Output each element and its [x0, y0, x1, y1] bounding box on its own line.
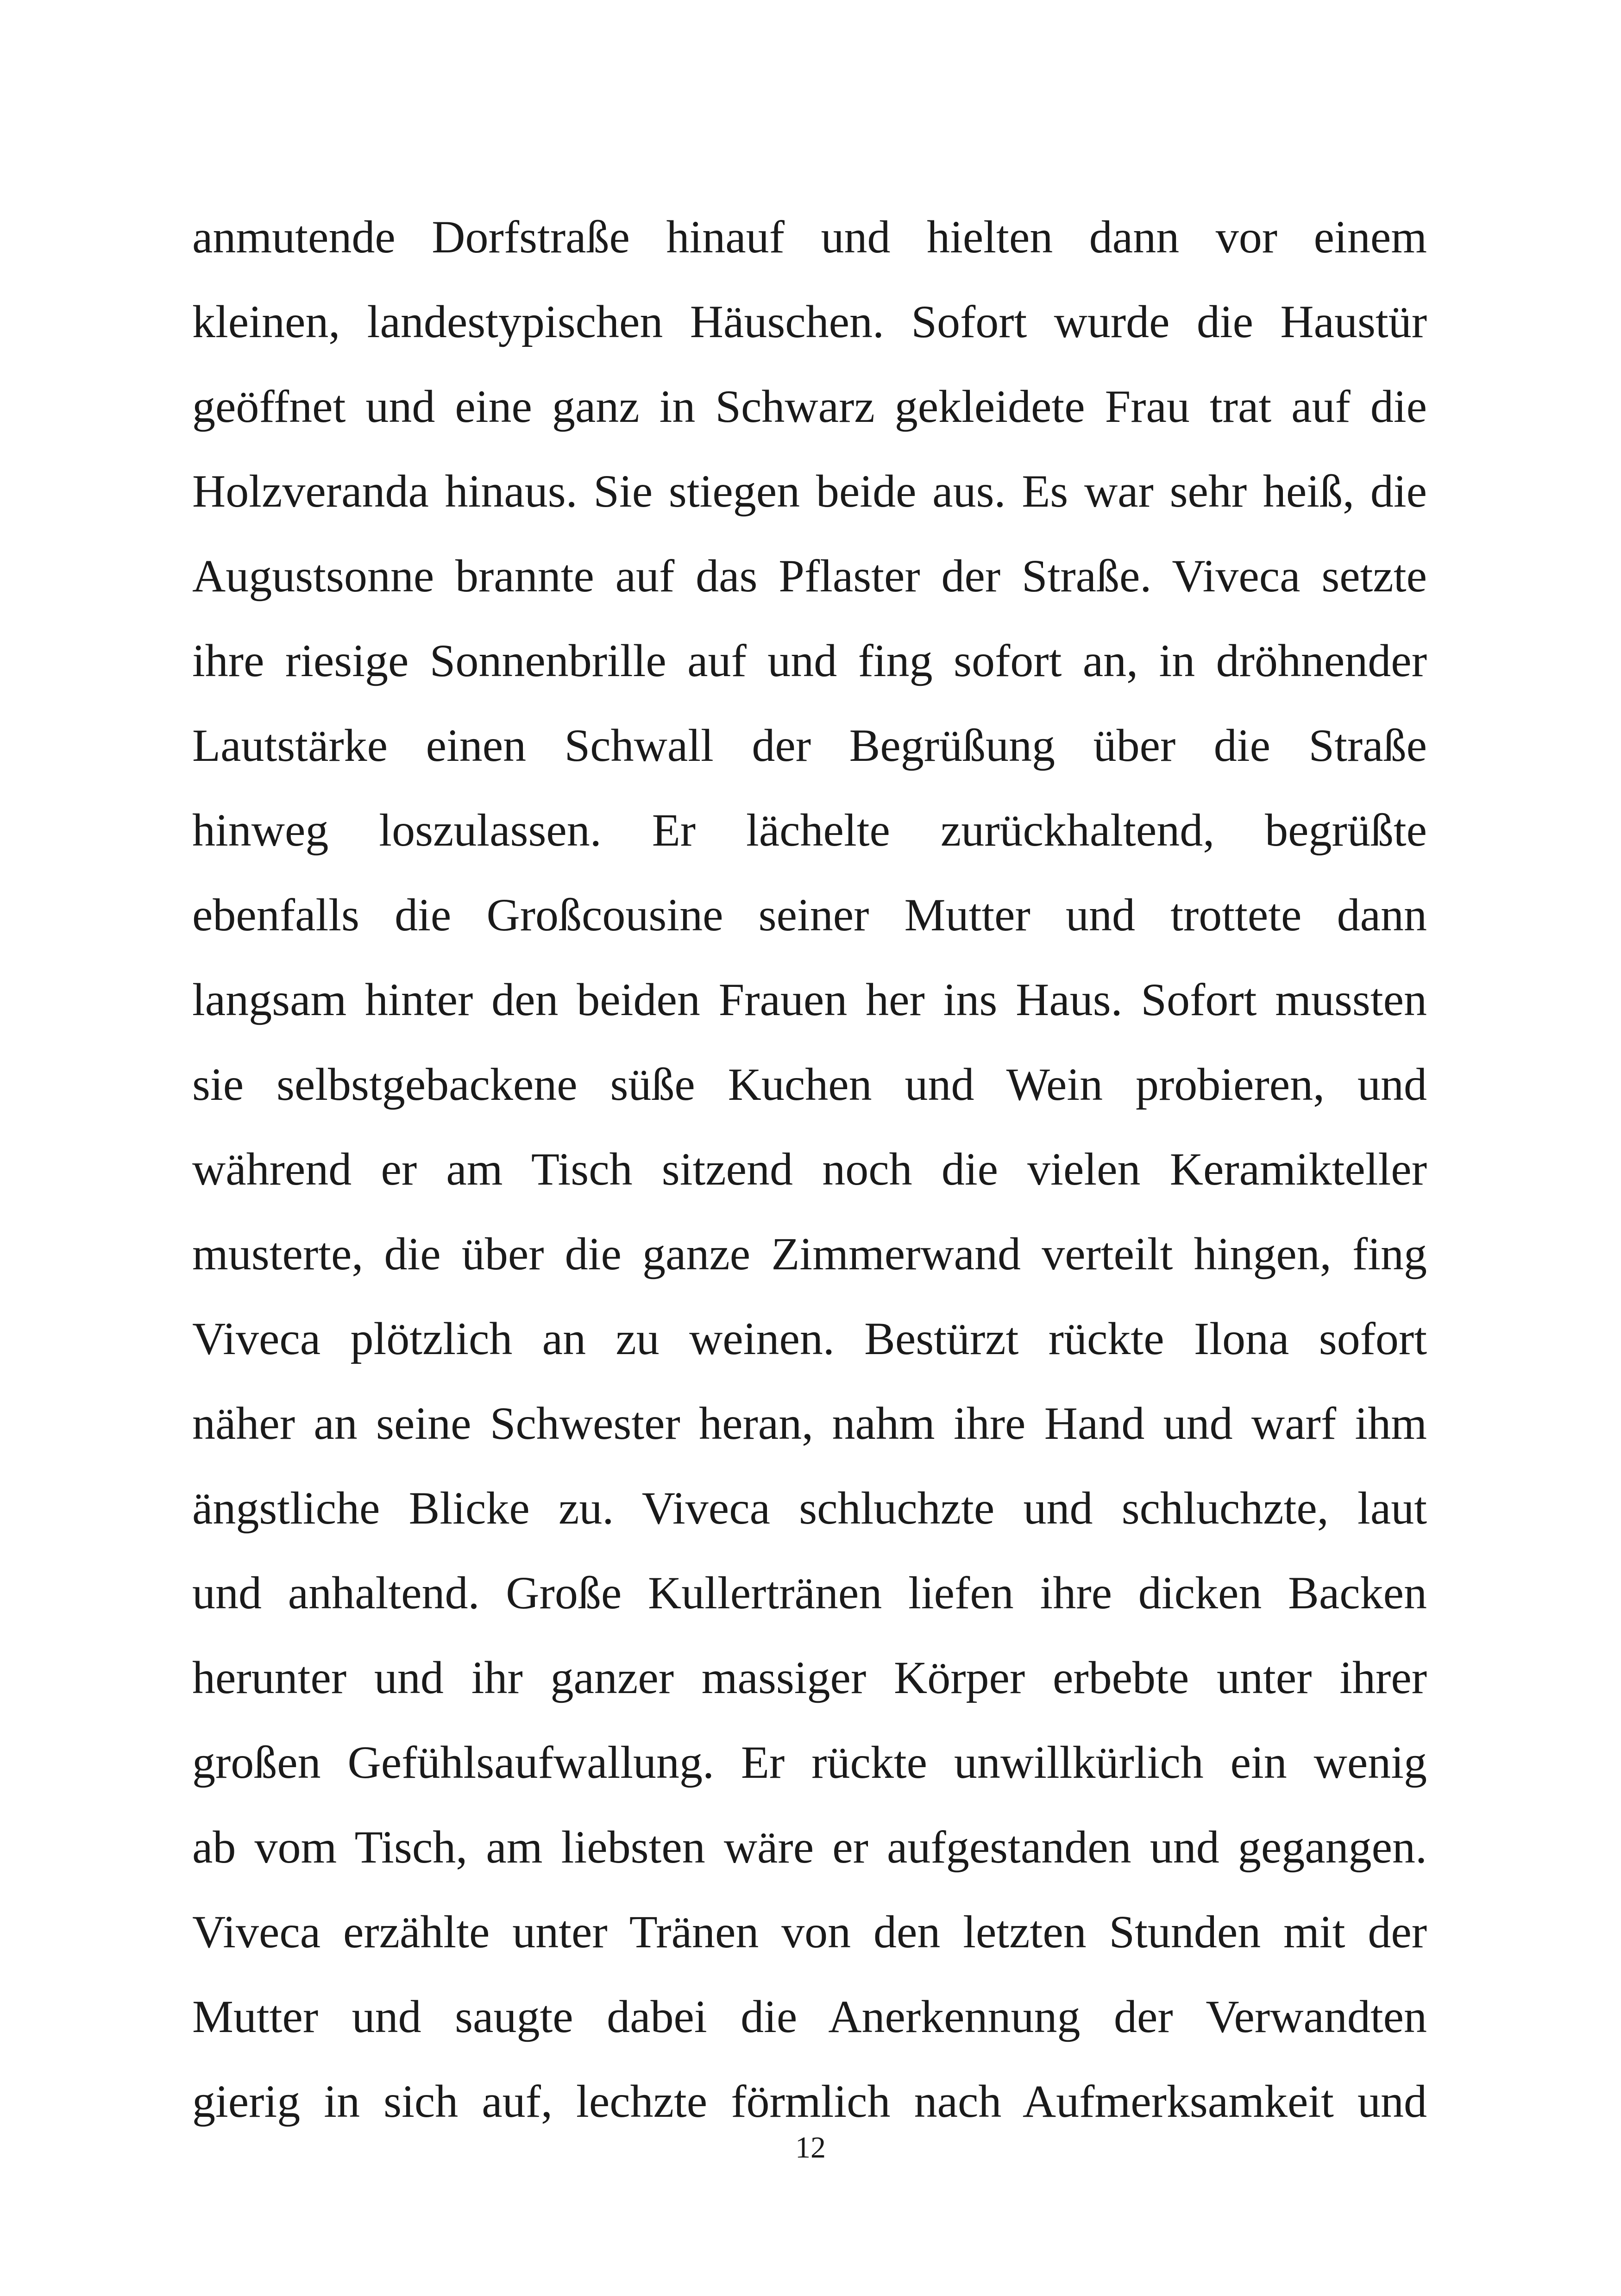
text-line: und anhaltend. Große Kullertränen liefen ihre dicken Backen — [192, 1567, 1427, 1618]
text-line: Mutter und saugte dabei die Anerkennung der Verwandten — [192, 1991, 1427, 2042]
text-line: Augustsonne brannte auf das Pflaster der Straße. Viveca setzte — [192, 550, 1427, 602]
text-line: während er am Tisch sitzend noch die vielen Keramikteller — [192, 1143, 1427, 1195]
text-line: langsam hinter den beiden Frauen her ins Haus. Sofort mussten — [192, 974, 1427, 1025]
text-line: kleinen, landestypischen Häuschen. Sofort wurde die Haustür — [192, 296, 1427, 347]
text-line: Lautstärke einen Schwall der Begrüßung über die Straße — [192, 720, 1427, 771]
page-number: 12 — [795, 2131, 826, 2164]
body-text — [192, 194, 1427, 2144]
text-line: ab vom Tisch, am liebsten wäre er aufgestanden und gegangen. — [192, 1821, 1427, 1873]
text-line: ihre riesige Sonnenbrille auf und fing sofort an, in dröhnender — [192, 635, 1427, 686]
text-line: ebenfalls die Großcousine seiner Mutter und trottete dann — [192, 889, 1427, 941]
text-line: musterte, die über die ganze Zimmerwand verteilt hingen, fing — [192, 1228, 1427, 1280]
text-line: gierig in sich auf, lechzte förmlich nach Aufmerksamkeit und — [192, 2076, 1427, 2127]
text-line: Viveca erzählte unter Tränen von den letzten Stunden mit der — [192, 1906, 1427, 1957]
text-line: anmutende Dorfstraße hinauf und hielten dann vor einem — [192, 211, 1427, 263]
text-line: hinweg loszulassen. Er lächelte zurückhaltend, begrüßte — [192, 804, 1427, 856]
text-line: näher an seine Schwester heran, nahm ihre Hand und warf ihm — [192, 1398, 1427, 1449]
text-line: ängstliche Blicke zu. Viveca schluchzte und schluchzte, laut — [192, 1482, 1427, 1534]
text-line: sie selbstgebackene süße Kuchen und Wein probieren, und — [192, 1059, 1427, 1110]
text-line: Holzveranda hinaus. Sie stiegen beide aus. Es war sehr heiß, die — [192, 465, 1427, 517]
text-line: großen Gefühlsaufwallung. Er rückte unwillkürlich ein wenig — [192, 1737, 1427, 1788]
text-line: geöffnet und eine ganz in Schwarz gekleidete Frau trat auf die — [192, 381, 1427, 432]
text-line: Viveca plötzlich an zu weinen. Bestürzt rückte Ilona sofort — [192, 1313, 1427, 1364]
text-line: herunter und ihr ganzer massiger Körper erbebte unter ihrer — [192, 1652, 1427, 1703]
